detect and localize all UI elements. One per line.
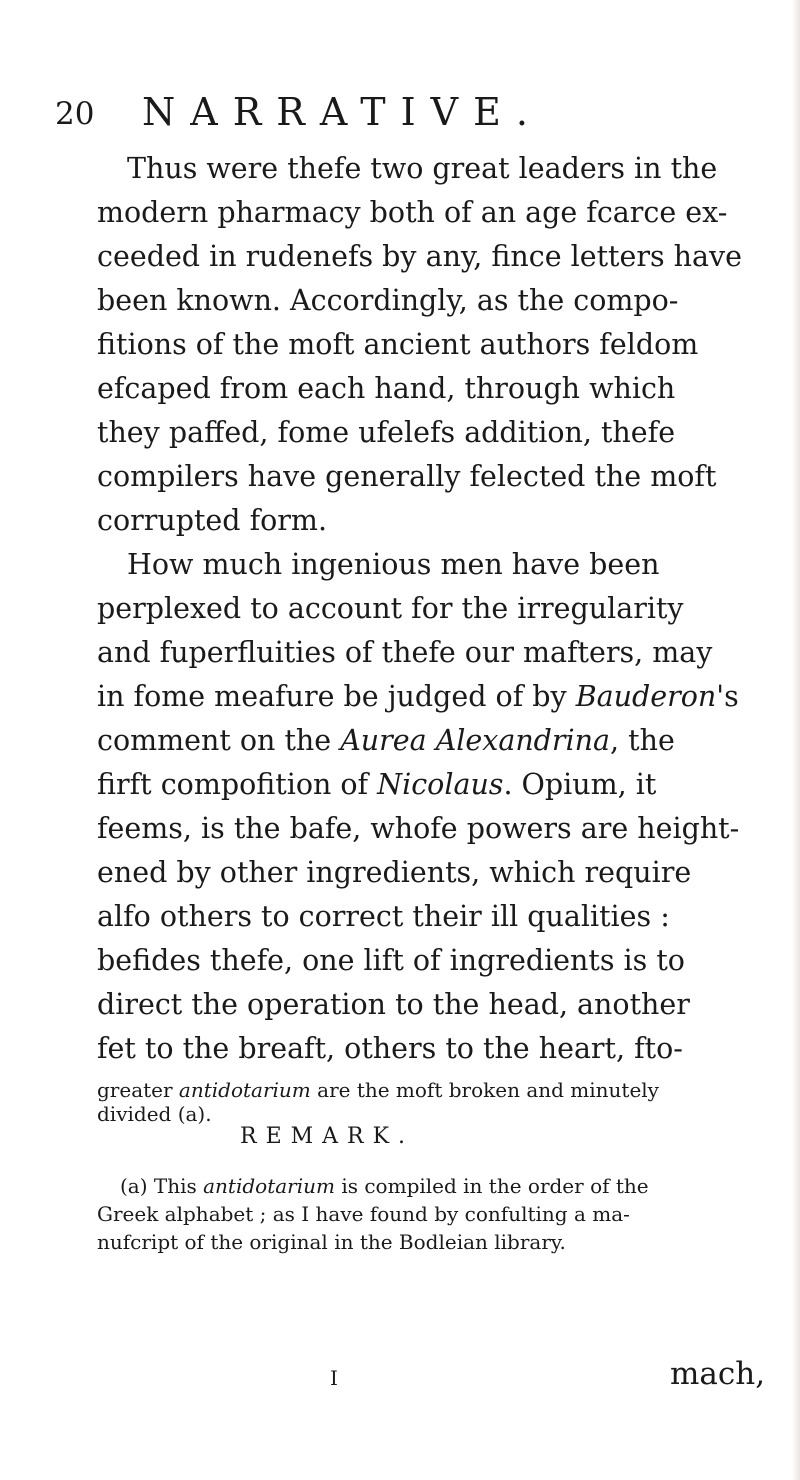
text-line: compilers have generally felected the moft: [97, 460, 717, 493]
text-line: feems, is the bafe, whofe powers are height-: [97, 812, 740, 845]
note-line: nufcript of the original in the Bodleian library.: [97, 1230, 566, 1254]
italic-title: Aurea Alexandrina: [340, 724, 611, 757]
remark-heading: REMARK.: [240, 1124, 415, 1149]
text-line: Thus were thefe two great leaders in the: [127, 152, 718, 185]
text-line: efcaped from each hand, through which: [97, 372, 676, 405]
text-line: befides thefe, one lift of ingredients is to: [97, 944, 685, 977]
text-line: ened by other ingredients, which require: [97, 856, 692, 889]
text-line: they paffed, fome ufelefs addition, thefe: [97, 416, 676, 449]
text-line: modern pharmacy both of an age fcarce ex-: [97, 196, 728, 229]
text-line: direct the operation to the head, another: [97, 988, 690, 1021]
text-line: fet to the breaft, others to the heart, fto-: [97, 1032, 683, 1065]
page-number: 20: [55, 96, 95, 132]
text-line: firft compofition of Nicolaus. Opium, it: [97, 768, 657, 801]
note-line: divided (a).: [97, 1102, 212, 1126]
text-line: been known. Accordingly, as the compo-: [97, 284, 679, 317]
italic-name: Bauderon: [575, 680, 717, 713]
text-line: corrupted form.: [97, 504, 328, 537]
text-line: ceeded in rudenefs by any, fince letters have: [97, 240, 742, 273]
page-edge: [792, 0, 800, 1480]
text-line: alfo others to correct their ill qualities :: [97, 900, 670, 933]
text-line: comment on the Aurea Alexandrina, the: [97, 724, 675, 757]
text-line: perplexed to account for the irregularity: [97, 592, 684, 625]
text-line: fitions of the moft ancient authors feldom: [97, 328, 699, 361]
note-line: greater antidotarium are the moft broken and minutely: [97, 1078, 659, 1102]
italic-name: Nicolaus: [377, 768, 504, 801]
note-line: (a) This antidotarium is compiled in the order of the: [120, 1174, 649, 1198]
running-head: NARRATIVE.: [142, 90, 543, 134]
text-line: in fome meafure be judged of by Bauderon's: [97, 680, 739, 713]
catchword: mach,: [670, 1356, 766, 1392]
note-line: Greek alphabet ; as I have found by confulting a ma-: [97, 1202, 630, 1226]
signature-mark: I: [330, 1366, 338, 1390]
text-line: How much ingenious men have been: [127, 548, 660, 581]
text-line: and fuperfluities of thefe our mafters, may: [97, 636, 713, 669]
